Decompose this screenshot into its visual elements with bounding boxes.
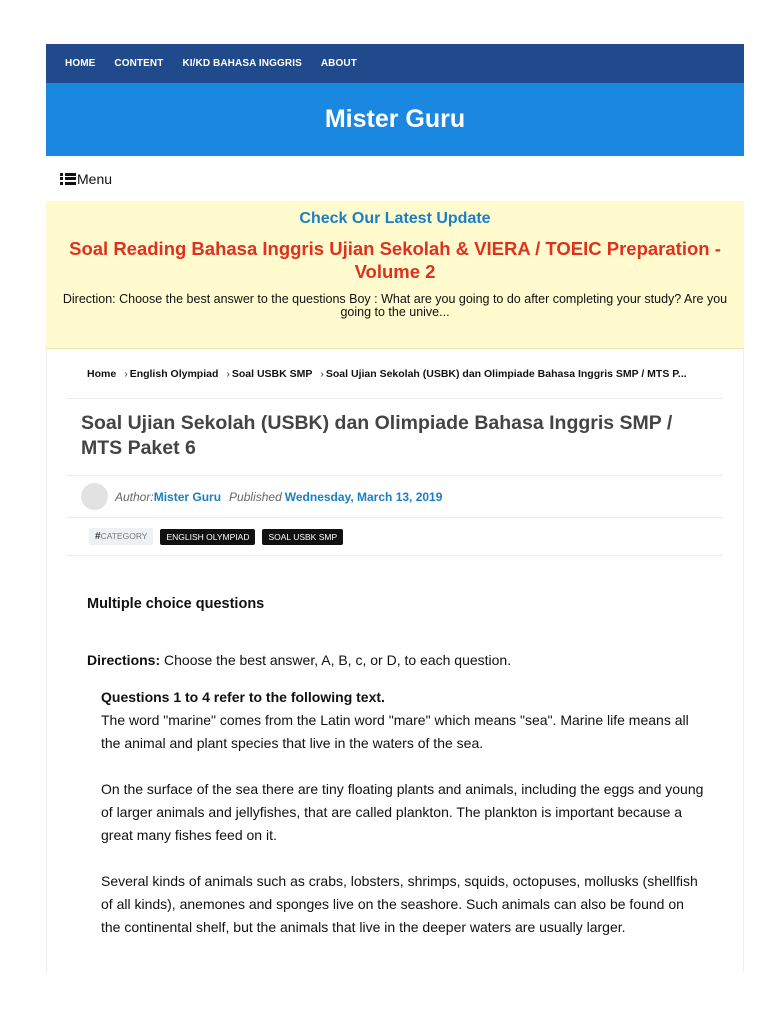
breadcrumb-current: Soal Ujian Sekolah (USBK) dan Olimpiade Bahasa Inggris SMP / MTS P... — [325, 367, 687, 380]
avatar — [81, 483, 108, 510]
question-passage — [87, 686, 707, 939]
directions-text: Choose the best answer, A, B, c, or D, to each question. — [160, 652, 512, 668]
published-date[interactable]: Wednesday, March 13, 2019 — [284, 489, 443, 504]
menu-label: Menu — [77, 170, 113, 187]
menu-toggle[interactable] — [46, 156, 744, 201]
nav-content-link[interactable]: CONTENT — [114, 58, 164, 69]
chevron-right-icon: › — [124, 367, 128, 380]
published-label: Published — [229, 489, 282, 504]
passage-paragraph: Several kinds of animals such as crabs, lobsters, shrimps, squids, octopuses, mollusks (shellfish of all kinds), anemones and sponges live on the seashore. Such animals can also be found on the continental shelf, but the animals that live in the deeper waters are usually larger. — [101, 873, 698, 935]
main-content — [46, 349, 744, 972]
category-label-badge: #CATEGORY — [89, 528, 153, 545]
passage-paragraph: On the surface of the sea there are tiny floating plants and animals, including the eggs and young of larger animals and jellyfishes, that are called plankton. The plankton is important because a great many fishes feed on it. — [101, 781, 704, 843]
latest-update-heading: Check Our Latest Update — [299, 210, 491, 227]
page-wrapper — [46, 44, 744, 972]
post-body — [67, 596, 723, 939]
hash-icon: # — [95, 531, 101, 542]
nav-kikd-link[interactable]: KI/KD BAHASA INGGRIS — [182, 58, 302, 69]
page-title: Soal Ujian Sekolah (USBK) dan Olimpiade Bahasa Inggris SMP / MTS Paket 6 — [67, 399, 723, 476]
section-heading: Multiple choice questions — [87, 596, 265, 612]
questions-heading: Questions 1 to 4 refer to the following text. — [101, 689, 385, 705]
breadcrumb-soal-usbk[interactable]: Soal USBK SMP — [231, 367, 313, 380]
tag-soal-usbk-smp[interactable]: SOAL USBK SMP — [262, 529, 343, 545]
breadcrumb-english-olympiad[interactable]: English Olympiad — [129, 367, 219, 380]
nav-about-link[interactable]: ABOUT — [320, 58, 357, 69]
site-header — [46, 83, 744, 156]
post-tags — [67, 518, 723, 556]
breadcrumb-home[interactable]: Home — [87, 367, 117, 380]
chevron-right-icon: › — [320, 367, 324, 380]
top-navigation — [46, 44, 744, 83]
latest-post-excerpt: Direction: Choose the best answer to the questions Boy : What are you going to do after completing your study? Are you going to the unive... — [62, 292, 728, 319]
passage-paragraph: The word "marine" comes from the Latin word "mare" which means "sea". Marine life means all the animal and plant species that live in the waters of the sea. — [101, 712, 689, 751]
nav-home-link[interactable]: HOME — [65, 58, 96, 69]
directions — [87, 652, 707, 668]
list-icon — [60, 173, 76, 185]
site-title[interactable]: Mister Guru — [324, 105, 466, 133]
chevron-right-icon: › — [226, 367, 230, 380]
post-meta — [67, 476, 723, 518]
breadcrumb — [67, 349, 723, 399]
latest-update-box — [46, 201, 744, 349]
author-label: Author: — [115, 489, 154, 504]
latest-post-link[interactable]: Soal Reading Bahasa Inggris Ujian Sekolah & VIERA / TOEIC Preparation - Volume 2 — [69, 238, 721, 282]
tag-english-olympiad[interactable]: ENGLISH OLYMPIAD — [160, 529, 255, 545]
directions-label: Directions: — [87, 652, 161, 668]
author-link[interactable]: Mister Guru — [153, 489, 222, 504]
